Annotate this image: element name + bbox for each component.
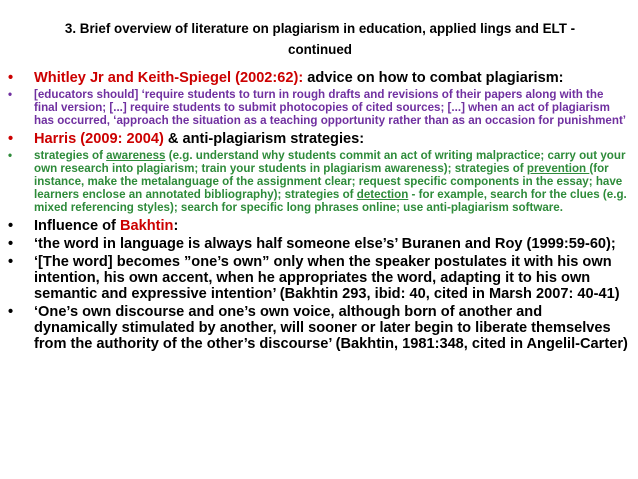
bakhtin-heading-suffix: :	[173, 217, 179, 234]
bullet-educators-quote	[8, 88, 628, 128]
strategies-text-3: (for instance, make the metalanguage of the assignment clear; request specific components in the essay; have learners enclose an annotated bibliography); strategies of	[34, 161, 623, 202]
whitley-citation: Whitley Jr and Keith-Spiegel (2002:62):	[34, 70, 308, 86]
strategy-detection: detection	[356, 188, 409, 202]
bakhtin-heading-prefix: Influence of	[34, 217, 120, 234]
title-line-2: continued	[288, 42, 352, 57]
bullet-marker: •	[8, 88, 13, 101]
whitley-topic: advice on how to combat plagiarism:	[307, 70, 564, 86]
bullet-bakhtin-heading	[8, 218, 628, 234]
strategy-prevention: prevention	[526, 161, 590, 175]
bakhtin-quote-1-text: ‘[The word] becomes ”one’s own” only when the speaker postulates it with his own intention, his own accent, when he appropriates the word, adapting it to his own semantic and expressive intention’ (Bakhtin 293, ibid: 40, cited in Marsh 2007: 40-41)	[34, 253, 620, 302]
bullet-marker: •	[8, 70, 14, 86]
bullet-marker: •	[8, 303, 14, 320]
strategies-text-1: strategies of	[34, 148, 107, 162]
bakhtin-name: Bakhtin	[119, 217, 174, 234]
title-line-1: 3. Brief overview of literature on plagiarism in education, applied lings and ELT -	[64, 21, 576, 36]
bullet-marker: •	[8, 235, 14, 252]
bullet-marker: •	[8, 253, 14, 270]
harris-topic: & anti-plagiarism strategies:	[167, 130, 365, 147]
bullet-list	[8, 70, 628, 354]
strategy-awareness: awareness	[106, 148, 166, 162]
bakhtin-quote-2-text: ‘One’s own discourse and one’s own voice, although born of another and dynamically stimulated by another, will sooner or later begin to liberate themselves from the authority of the other’s discourse’ (Bakhtin, 1981:348, cited in Angelil-Carter)	[34, 303, 628, 352]
bullet-strategies	[8, 149, 628, 215]
bullet-marker: •	[8, 217, 14, 234]
slide-title	[40, 18, 600, 60]
strategies-text-2: (e.g. understand why students commit an act of writing malpractice; carry out your own research into plagiarism; train your students in plagiarism awareness); strategies of	[34, 148, 626, 175]
bullet-marker: •	[8, 148, 13, 162]
strategies-text-4: - for example, search for the clues (e.g. mixed referencing styles); search for specific long phrases online; use anti-plagiarism software.	[34, 188, 627, 215]
bullet-harris	[8, 131, 628, 147]
harris-citation: Harris (2009: 2004)	[34, 130, 168, 147]
bullet-bakhtin-quote-2	[8, 304, 628, 352]
bullet-buranen-quote	[8, 236, 628, 252]
bullet-marker: •	[8, 130, 14, 147]
buranen-quote-text: ‘the word in language is always half someone else’s’ Buranen and Roy (1999:59-60);	[34, 235, 616, 252]
bullet-whitley	[8, 70, 628, 86]
bullet-bakhtin-quote-1	[8, 254, 628, 302]
educators-quote-text: [educators should] ‘require students to turn in rough drafts and revisions of their papers along with the final version; [...] require students to submit photocopies of cited sources; [...] when an act of plagiarism has occurred, ‘approach the situation as a teaching opportunity rather than as an occasion for punishment’	[34, 88, 627, 128]
